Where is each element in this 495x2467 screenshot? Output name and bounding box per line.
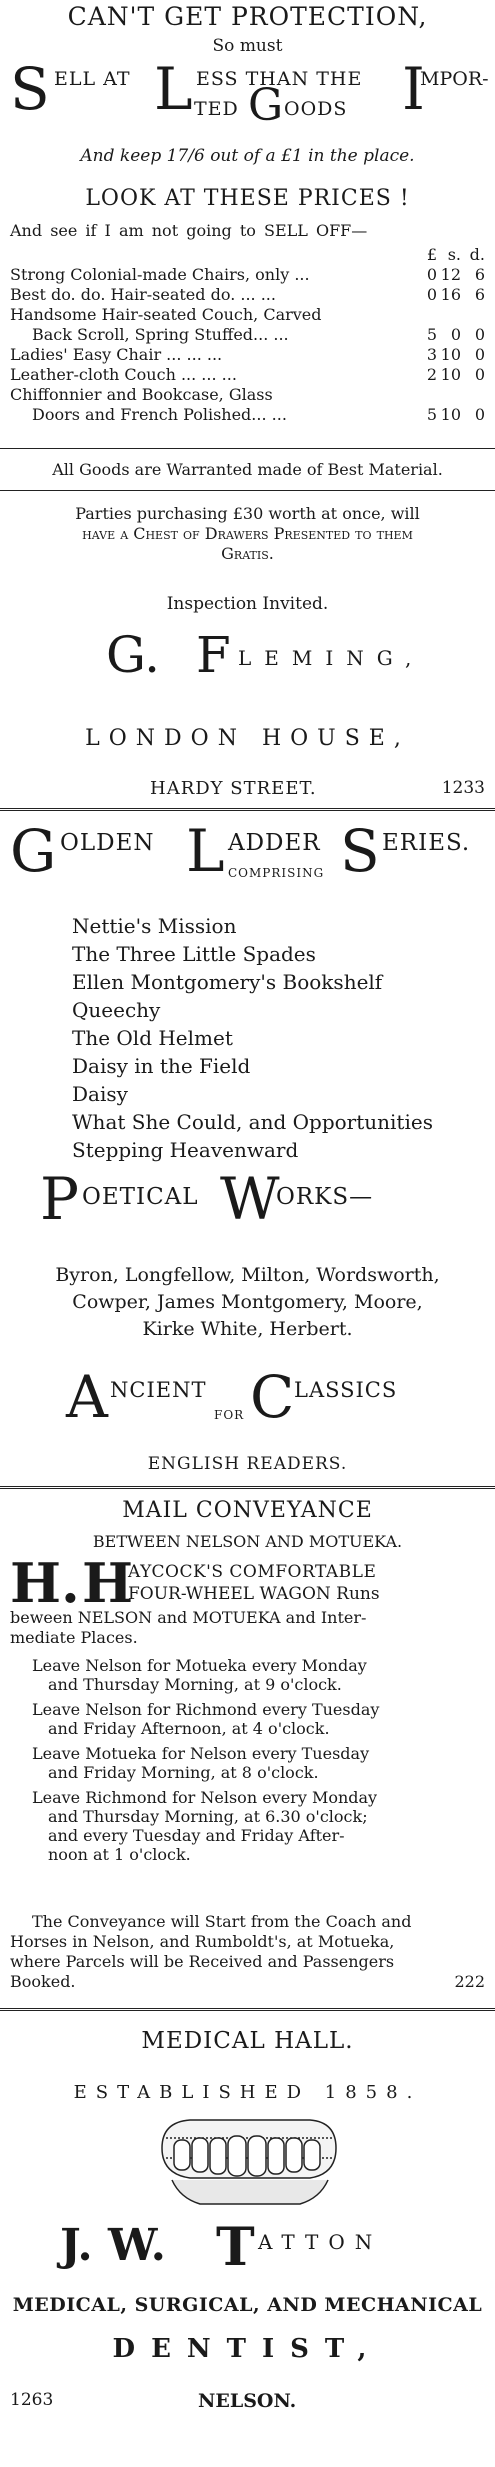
sell-headline — [10, 55, 489, 131]
price-shillings: 10 — [440, 365, 461, 384]
timetable-line: Leave Richmond for Nelson every Monday — [32, 1788, 378, 1807]
haycock-line-3: beween NELSON and MOTUEKA and Inter- — [10, 1608, 367, 1627]
english-readers: ENGLISH READERS. — [147, 1454, 348, 1474]
price-shillings: 16 — [440, 285, 461, 304]
timetable-line: noon at 1 o'clock. — [48, 1845, 191, 1864]
timetable-line: and every Tuesday and Friday After- — [48, 1826, 345, 1845]
oods-text: OODS — [284, 98, 348, 120]
timetable — [10, 1656, 485, 1870]
tatton-footer — [10, 2390, 485, 2416]
timetable-line: and Thursday Morning, at 6.30 o'clock; — [48, 1807, 368, 1826]
item-name: Leather-cloth Couch ... ... ... — [10, 365, 237, 384]
conveyance-line-3: where Parcels will be Received and Passengers — [10, 1952, 395, 1971]
drop-cap-c: C — [250, 1363, 295, 1431]
book-title: What She Could, and Opportunities — [72, 1110, 433, 1134]
warranted-line: All Goods are Warranted made of Best Material. — [52, 460, 443, 479]
drop-cap-g: G — [248, 80, 284, 131]
item-name: Chiffonnier and Bookcase, Glass — [10, 385, 273, 404]
drop-cap-p: P — [40, 1165, 80, 1233]
price-row — [10, 405, 485, 425]
price-row — [10, 285, 485, 305]
item-name: Back Scroll, Spring Stuffed... ... — [32, 325, 289, 344]
ted-text: TED — [194, 98, 239, 120]
ancient-classics-heading — [10, 1363, 485, 1438]
teeth-illustration — [10, 2114, 485, 2214]
lassics-text: LASSICS — [294, 1378, 398, 1402]
price-pounds: 0 — [426, 265, 437, 284]
see-line: And see if I am not going to SELL OFF— — [10, 221, 368, 240]
medical-title: MEDICAL HALL. — [141, 2028, 354, 2054]
oetical-text: OETICAL — [82, 1184, 199, 1210]
price-row — [10, 305, 485, 325]
tatton-name — [10, 2217, 485, 2282]
poets-line-2: Cowper, James Montgomery, Moore, — [72, 1291, 423, 1313]
price-pence: 0 — [474, 345, 485, 364]
book-title: Daisy in the Field — [72, 1054, 251, 1078]
hardy-line — [10, 778, 485, 802]
adder-text: ADDER — [228, 830, 321, 856]
price-pence: 6 — [474, 265, 485, 284]
price-row — [10, 365, 485, 385]
drop-cap-g2: G — [10, 817, 57, 885]
sell-at-text: ELL AT — [54, 68, 131, 90]
price-shillings: 12 — [440, 265, 461, 284]
col-pounds: £ — [426, 245, 437, 264]
book-list — [10, 912, 485, 1164]
impor-text: MPOR- — [420, 68, 489, 90]
parties-line-1: Parties purchasing £30 worth at once, will — [75, 504, 420, 523]
book-title: Stepping Heavenward — [72, 1138, 299, 1162]
drop-cap-l2: L — [186, 817, 225, 885]
timetable-line: Leave Nelson for Motueka every Monday — [32, 1656, 367, 1675]
hardy-street: HARDY STREET. — [150, 778, 317, 799]
item-name: Best do. do. Hair-seated do. ... ... — [10, 285, 276, 304]
price-pounds: 0 — [426, 285, 437, 304]
timetable-line: Leave Motueka for Nelson every Tuesday — [32, 1744, 370, 1763]
inspection-line: Inspection Invited. — [166, 594, 329, 614]
price-pence: 0 — [474, 325, 485, 344]
price-pounds: 5 — [426, 325, 437, 344]
price-pounds: 5 — [426, 405, 437, 424]
price-table — [10, 245, 485, 425]
tatton-rest: ATTON — [258, 2230, 383, 2254]
price-pounds: 3 — [426, 345, 437, 364]
conveyance-line-2: Horses in Nelson, and Rumboldt's, at Motueka, — [10, 1932, 395, 1951]
drop-cap-s: S — [10, 55, 50, 123]
fleming-cap-f: F — [196, 626, 231, 684]
book-title: Ellen Montgomery's Bookshelf — [72, 970, 383, 994]
less-than-text: ESS THAN THE — [196, 68, 363, 90]
drop-cap-t: T — [216, 2217, 255, 2278]
fleming-rest: LEMING, — [238, 646, 425, 670]
poets-line-3: Kirke White, Herbert. — [142, 1318, 353, 1340]
col-shillings: s. — [447, 245, 461, 264]
dentures-icon — [10, 2114, 485, 2214]
item-name: Doors and French Polished... ... — [32, 405, 287, 424]
fleming-initial: G. — [106, 626, 161, 684]
established-line: ESTABLISHED 1858. — [73, 2082, 422, 2103]
parties-line-3: Gratis. — [221, 544, 274, 563]
ad-ref-222: 222 — [454, 1972, 485, 1991]
drop-cap-w: W — [220, 1165, 280, 1233]
book-title: The Old Helmet — [72, 1026, 233, 1050]
drop-cap-h2: H — [82, 1551, 134, 1615]
price-row — [10, 325, 485, 345]
price-row — [10, 385, 485, 405]
so-must: So must — [212, 36, 283, 56]
timetable-line: and Friday Morning, at 8 o'clock. — [48, 1763, 319, 1782]
golden-ladder-heading — [10, 817, 485, 894]
drop-cap-i: I — [402, 55, 425, 123]
timetable-line: Leave Nelson for Richmond every Tuesday — [32, 1700, 380, 1719]
parties-text — [10, 504, 485, 564]
price-shillings: 0 — [450, 325, 461, 344]
timetable-line: and Friday Afternoon, at 4 o'clock. — [48, 1719, 330, 1738]
drop-cap-l: L — [154, 55, 193, 123]
protection-heading: CAN'T GET PROTECTION, — [67, 2, 428, 31]
haycock-line-1: AYCOCK'S COMFORTABLE — [128, 1562, 377, 1582]
london-house: LONDON HOUSE, — [85, 726, 410, 751]
tatton-subtitle: MEDICAL, SURGICAL, AND MECHANICAL — [12, 2294, 483, 2316]
mail-title: MAIL CONVEYANCE — [122, 1498, 373, 1523]
timetable-entry — [10, 1656, 485, 1694]
drop-cap-a: A — [66, 1363, 108, 1431]
poets-list — [10, 1262, 485, 1343]
haycock-headline — [10, 1551, 485, 1615]
book-title: Daisy — [72, 1082, 128, 1106]
for-text: FOR — [214, 1408, 245, 1422]
conveyance-line-4: Booked. — [10, 1972, 76, 1991]
timetable-entry — [10, 1744, 485, 1782]
poets-line-1: Byron, Longfellow, Milton, Wordsworth, — [55, 1264, 440, 1286]
olden-text: OLDEN — [60, 830, 155, 856]
price-row — [10, 345, 485, 365]
keep-line: And keep 17/6 out of a £1 in the place. — [80, 146, 415, 166]
price-shillings: 10 — [440, 345, 461, 364]
comprising-text: COMPRISING — [228, 866, 325, 880]
price-pence: 6 — [474, 285, 485, 304]
book-title: Queechy — [72, 998, 161, 1022]
price-pence: 0 — [474, 405, 485, 424]
price-pounds: 2 — [426, 365, 437, 384]
item-name: Handsome Hair-seated Couch, Carved — [10, 305, 322, 324]
conveyance-text — [10, 1912, 485, 1992]
parties-line-2: have a Chest of Drawers Presented to them — [82, 524, 413, 543]
conveyance-line-1: The Conveyance will Start from the Coach and — [32, 1912, 412, 1931]
timetable-entry — [10, 1700, 485, 1738]
look-heading: LOOK AT THESE PRICES ! — [85, 186, 410, 211]
mail-between: BETWEEN NELSON AND MOTUEKA. — [92, 1532, 403, 1551]
col-pence: d. — [469, 245, 485, 264]
fleming-name — [10, 626, 485, 690]
poetical-works-heading — [10, 1165, 485, 1244]
book-title: The Three Little Spades — [72, 942, 316, 966]
ad-ref-1233: 1233 — [441, 778, 485, 798]
haycock-line-2: FOUR-WHEEL WAGON Runs — [128, 1584, 380, 1604]
item-name: Ladies' Easy Chair ... ... ... — [10, 345, 223, 364]
price-shillings: 10 — [440, 405, 461, 424]
item-name: Strong Colonial-made Chairs, only ... — [10, 265, 310, 284]
drop-cap-h1: H. — [10, 1551, 80, 1615]
orks-text: ORKS— — [276, 1184, 374, 1210]
timetable-entry — [10, 1788, 485, 1864]
nelson-text: NELSON. — [198, 2390, 297, 2412]
drop-cap-s2: S — [340, 817, 380, 885]
ad-ref-1263: 1263 — [10, 2390, 54, 2410]
dentist-line: DENTIST, — [112, 2334, 383, 2364]
price-pence: 0 — [474, 365, 485, 384]
book-title: Nettie's Mission — [72, 914, 237, 938]
tatton-initials: J. W. — [60, 2220, 166, 2271]
timetable-line: and Thursday Morning, at 9 o'clock. — [48, 1675, 342, 1694]
ncient-text: NCIENT — [110, 1378, 207, 1402]
eries-text: ERIES. — [382, 830, 471, 856]
price-row — [10, 265, 485, 285]
haycock-line-4: mediate Places. — [10, 1628, 138, 1647]
